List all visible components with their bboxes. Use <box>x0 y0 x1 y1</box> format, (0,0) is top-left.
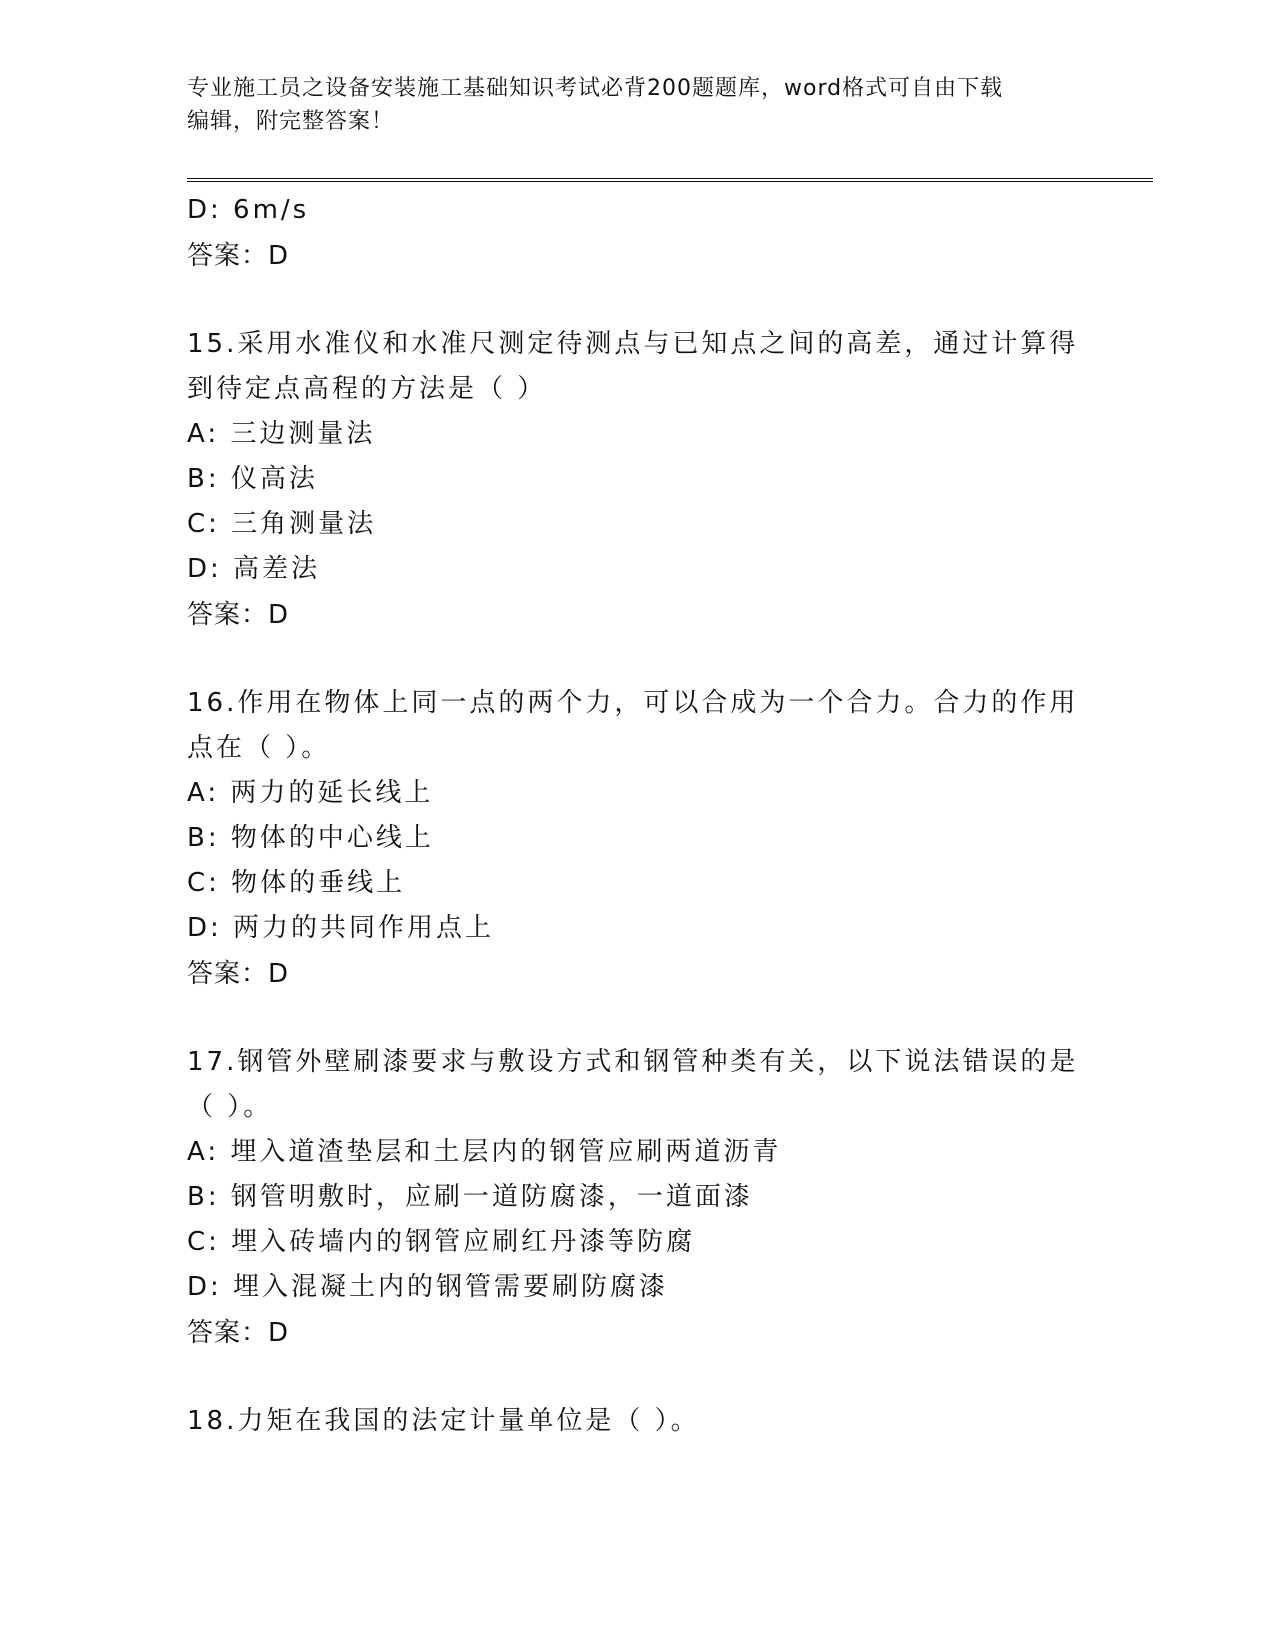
question-stem-line: 到待定点高程的方法是（ ） <box>187 374 547 404</box>
page-header <box>187 72 1067 138</box>
option-b: B: 物体的中心线上 <box>187 823 434 853</box>
answer: 答案：D <box>187 959 290 989</box>
question-stem-line: 16.作用在物体上同一点的两个力，可以合成为一个合力。合力的作用 <box>187 688 1079 718</box>
option-d: D: 高差法 <box>187 554 321 584</box>
header-title-line-1: 专业施工员之设备安装施工基础知识考试必背200题题库，word格式可自由下载 <box>187 76 1004 101</box>
question-15 <box>187 322 1087 638</box>
question-stem-line: （ ）。 <box>187 1092 273 1122</box>
header-divider <box>187 178 1153 182</box>
option-d: D: 6m/s <box>187 195 310 225</box>
question-stem-line: 17.钢管外壁刷漆要求与敷设方式和钢管种类有关，以下说法错误的是 <box>187 1047 1079 1077</box>
option-c: C: 三角测量法 <box>187 509 377 539</box>
answer: 答案：D <box>187 241 290 271</box>
option-c: C: 物体的垂线上 <box>187 868 406 898</box>
option-b: B: 钢管明敷时，应刷一道防腐漆，一道面漆 <box>187 1182 753 1212</box>
question-14-tail <box>187 188 1087 279</box>
option-a: A: 两力的延长线上 <box>187 778 434 808</box>
option-d: D: 两力的共同作用点上 <box>187 913 495 943</box>
answer: 答案：D <box>187 600 290 630</box>
question-stem-line: 点在（ ）。 <box>187 733 331 763</box>
option-d: D: 埋入混凝土内的钢管需要刷防腐漆 <box>187 1272 669 1302</box>
question-17 <box>187 1040 1087 1356</box>
document-body <box>187 188 1087 1444</box>
option-b: B: 仪高法 <box>187 464 318 494</box>
answer: 答案：D <box>187 1318 290 1348</box>
question-stem-line: 18.力矩在我国的法定计量单位是（ ）。 <box>187 1406 700 1436</box>
option-c: C: 埋入砖墙内的钢管应刷红丹漆等防腐 <box>187 1227 696 1257</box>
option-a: A: 三边测量法 <box>187 419 376 449</box>
question-stem-line: 15.采用水准仪和水准尺测定待测点与已知点之间的高差，通过计算得 <box>187 329 1079 359</box>
question-18 <box>187 1399 1087 1444</box>
question-16 <box>187 681 1087 997</box>
header-title-line-2: 编辑，附完整答案！ <box>187 109 395 134</box>
option-a: A: 埋入道渣垫层和土层内的钢管应刷两道沥青 <box>187 1137 782 1167</box>
